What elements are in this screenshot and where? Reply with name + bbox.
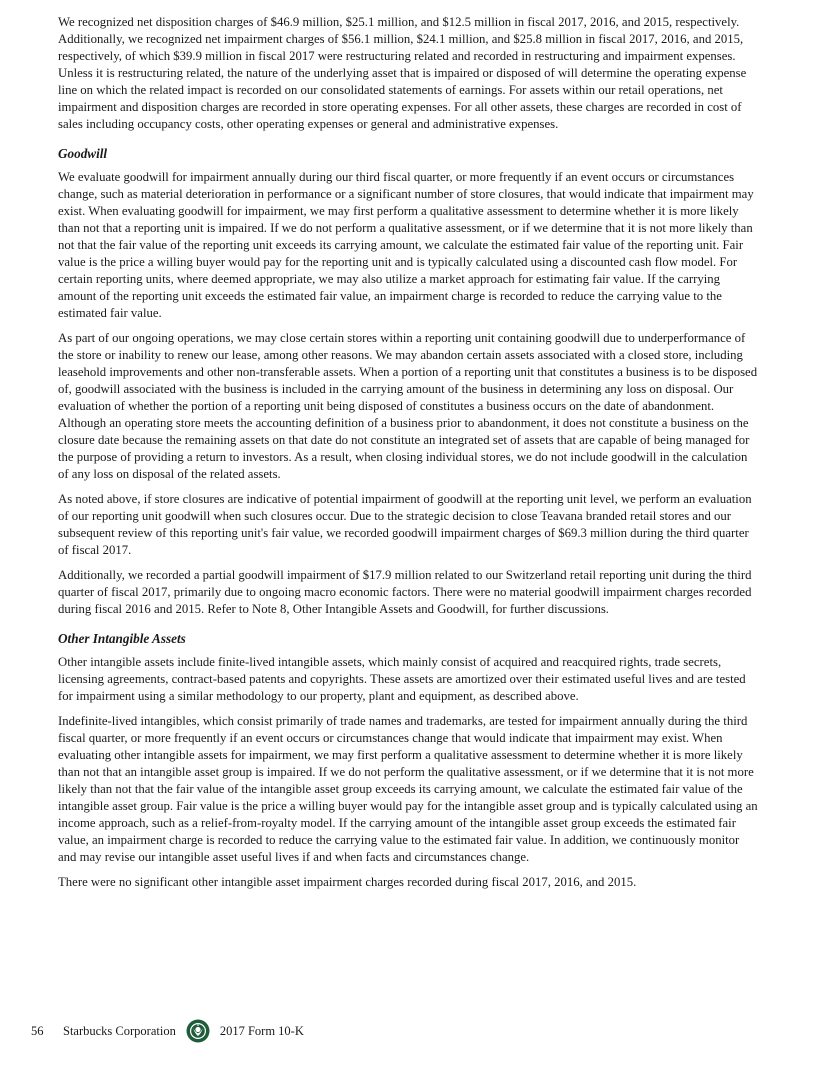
body-paragraph: Additionally, we recorded a partial goodwill impairment of $17.9 million related to our Switzerland retail reporting unit during the third quarter of fiscal 2017, primarily due to ongoing macro economic factors. There were no material goodwill impairment charges recorded during fiscal 2016 and 2015. Refer to Note 8, Other Intangible Assets and Goodwill, for further discussions. xyxy=(58,568,752,616)
document-page xyxy=(58,14,760,899)
page-footer xyxy=(31,1018,791,1044)
page-number: 56 xyxy=(31,1023,44,1038)
section-heading-goodwill: Goodwill xyxy=(58,146,108,161)
section-heading-other-intangible-assets: Other Intangible Assets xyxy=(58,631,186,646)
company-name: Starbucks Corporation xyxy=(63,1023,176,1038)
body-paragraph: We evaluate goodwill for impairment annually during our third fiscal quarter, or more frequently if an event occurs or circumstances change, such as material deterioration in performance or a significant number of store closures, that would indicate that impairment may exist. When evaluating goodwill for impairment, we may first perform a qualitative assessment to determine whether it is more likely than not that a reporting unit is impaired. If we do not perform a qualitative assessment, or if we determine that it is not more likely than not that the fair value of the reporting unit exceeds its carrying amount, we calculate the estimated fair value of the reporting unit. Fair value is the price a willing buyer would pay for the reporting unit and is typically calculated using a discounted cash flow model. For certain reporting units, where deemed appropriate, we may also utilize a market approach for estimating fair value. If the carrying amount of the reporting unit exceeds the estimated fair value, an impairment charge is recorded to reduce the carrying value to the estimated fair value. xyxy=(58,170,754,320)
body-paragraph: Other intangible assets include finite-lived intangible assets, which mainly consist of acquired and reacquired rights, trade secrets, licensing agreements, contract-based patents and copyrights. These assets are amortized over their estimated useful lives and are tested for impairment using a similar methodology to our property, plant and equipment, as described above. xyxy=(58,655,746,703)
body-paragraph: As part of our ongoing operations, we may close certain stores within a reporting unit containing goodwill due to underperformance of the store or inability to renew our lease, among other reasons. We may abandon certain assets associated with a closed store, including leasehold improvements and other non-transferable assets. When a portion of a reporting unit that constitutes a business is to be disposed of, goodwill associated with the business is included in the carrying amount of the business in determining any loss on disposal. Our evaluation of whether the portion of a reporting unit being disposed of constitutes a business occurs on the date of abandonment. Although an operating store meets the accounting definition of a business prior to abandonment, it does not constitute a business on the closure date because the remaining assets on that date do not constitute an integrated set of assets that are capable of being managed for the purpose of providing a return to investors. As a result, when closing individual stores, we do not include goodwill in the calculation of any loss on disposal of the related assets. xyxy=(58,331,758,481)
body-paragraph: Indefinite-lived intangibles, which consist primarily of trade names and trademarks, are tested for impairment annually during the third fiscal quarter, or more frequently if an event occurs or circumstances change that would indicate that impairment may exist. When evaluating other intangible assets for impairment, we may first perform a qualitative assessment to determine whether it is more likely than not that an intangible asset group is impaired. If we do not perform the qualitative assessment, or if we determine that it is not more likely than not that the fair value of the intangible asset group exceeds its carrying amount, we calculate the estimated fair value of the intangible asset group. Fair value is the price a willing buyer would pay for the intangible asset group and is typically calculated using an income approach, such as a relief-from-royalty model. If the carrying amount of the intangible asset group exceeds the estimated fair value, an impairment charge is recorded to reduce the carrying value to the estimated fair value. In addition, we continuously monitor and may revise our intangible asset useful lives if and when facts and circumstances change. xyxy=(58,714,758,864)
starbucks-siren-logo-icon xyxy=(186,1019,210,1043)
form-label: 2017 Form 10-K xyxy=(219,1023,304,1038)
body-paragraph: There were no significant other intangible asset impairment charges recorded during fiscal 2017, 2016, and 2015. xyxy=(58,875,637,889)
body-paragraph: As noted above, if store closures are indicative of potential impairment of goodwill at the reporting unit level, we perform an evaluation of our reporting unit goodwill when such closures occur. Due to the strategic decision to close Teavana branded retail stores and our subsequent review of this reporting unit's fair value, we recorded goodwill impairment charges of $69.3 million during the third quarter of fiscal 2017. xyxy=(58,492,752,557)
body-paragraph: We recognized net disposition charges of $46.9 million, $25.1 million, and $12.5 million in fiscal 2017, 2016, and 2015, respectively. Additionally, we recognized net impairment charges of $56.1 million, $24.1 million, and $25.8 million in fiscal 2017, 2016, and 2015, respectively, of which $39.9 million in fiscal 2017 were restructuring related and recorded in restructuring and impairment expenses. Unless it is restructuring related, the nature of the underlying asset that is impaired or disposed of will determine the operating expense line on which the related impact is recorded on our consolidated statements of earnings. For assets within our retail operations, net impairment and disposition charges are recorded in store operating expenses. For all other assets, these charges are recorded in cost of sales including occupancy costs, other operating expenses or general and administrative expenses. xyxy=(58,15,747,131)
